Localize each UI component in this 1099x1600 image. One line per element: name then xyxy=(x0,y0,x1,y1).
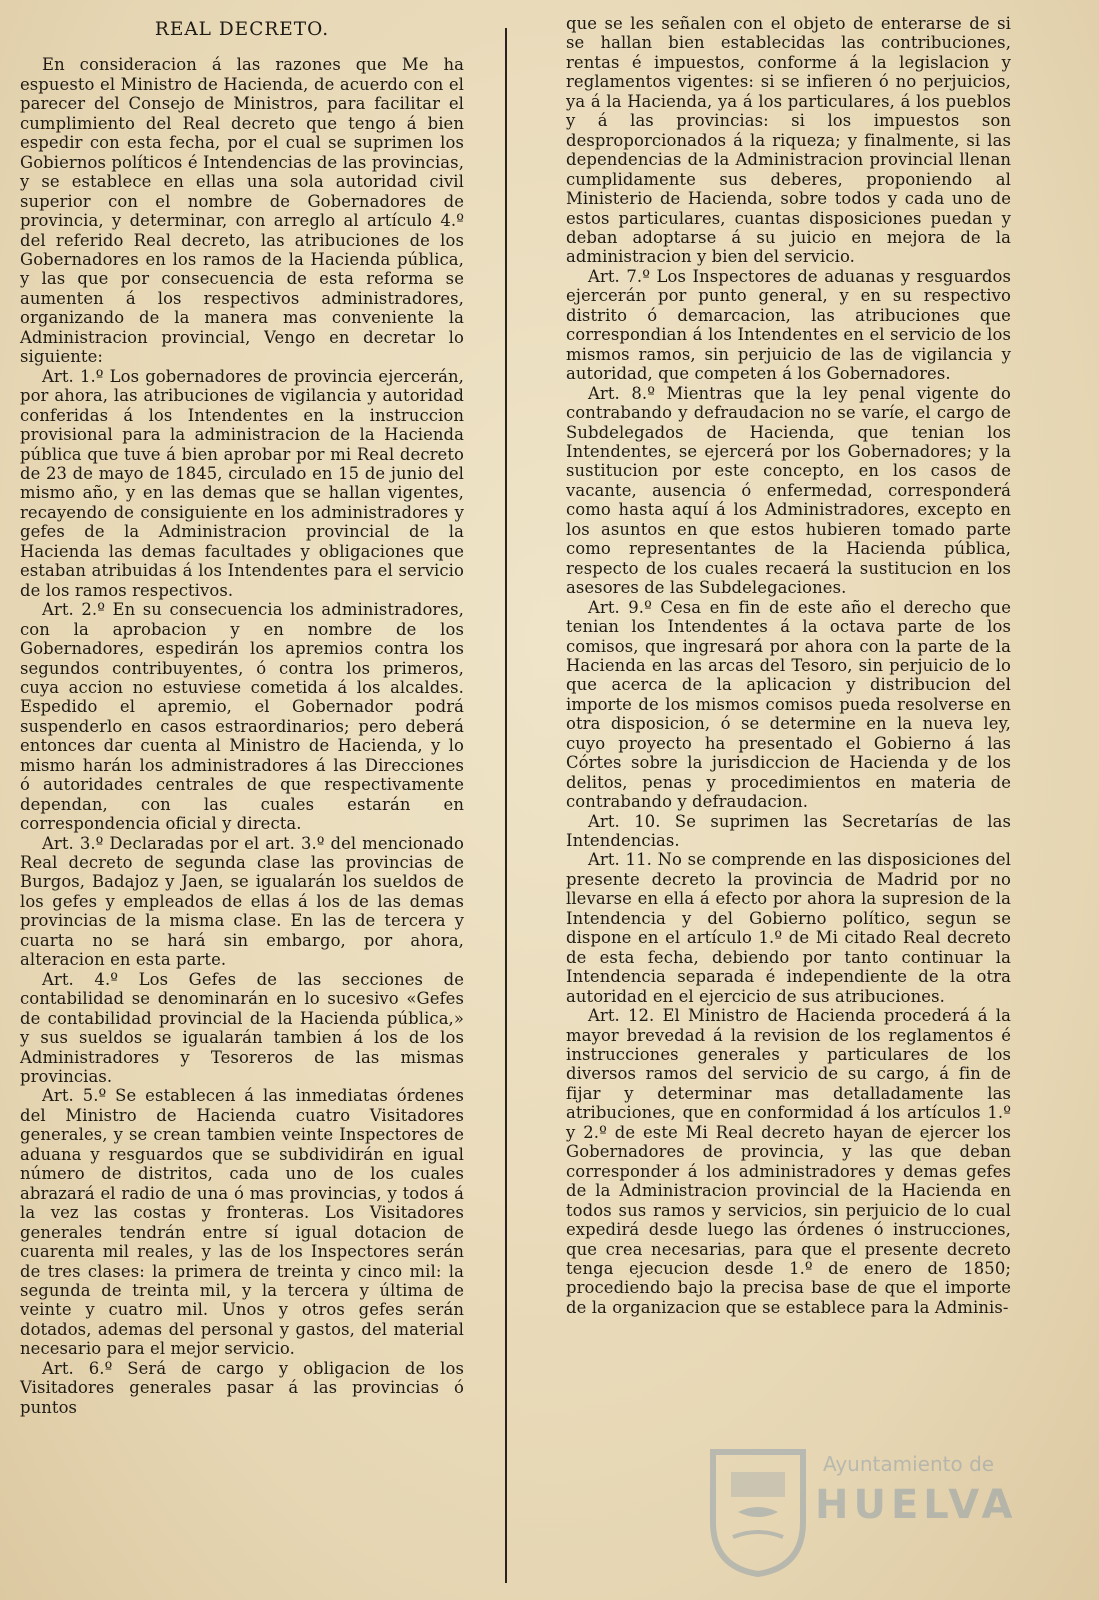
left-column xyxy=(20,14,464,1417)
paragraph: Art. 10. Se suprimen las Secretarías de las Intendencias. xyxy=(566,811,1011,851)
paragraph: que se les señalen con el objeto de enterarse de si se hallan bien establecidas las contribuciones, rentas é impuestos, conforme á la legislacion y reglamentos vigentes: si se infieren ó no perjuicios, ya á la Hacienda, ya á los particulares, á los pueblos y á las provincias: si los impuestos son desproporcionados á la riqueza; y finalmente, si las dependencias de la Administracion provincial llenan cumplidamente sus deberes, proponiendo al Ministerio de Hacienda, sobre todos y cada uno de estos particulares, cuantas disposiciones puedan y deban adoptarse á su juicio en mejora de la administracion y bien del servicio. xyxy=(566,14,1011,267)
column-divider xyxy=(505,28,507,1583)
paragraph: Art. 12. El Ministro de Hacienda procederá á la mayor brevedad á la revision de los reglamentos é instrucciones generales y particulares de los diversos ramos del servicio de su cargo, á fin de fijar y determinar mas detalladamente las atribuciones, que en conformidad á los artículos 1.º y 2.º de este Mi Real decreto hayan de ejercer los Gobernadores de provincia, y las que deban corresponder á los administradores y demas gefes de la Administracion provincial de la Hacienda en todos sus ramos y servicios, sin perjuicio de lo cual expedirá desde luego las órdenes ó instrucciones, que crea necesarias, para que el presente decreto tenga ejecucion desde 1.º de enero de 1850; procediendo bajo la precisa base de que el importe de la organizacion que se establece para la Adminis- xyxy=(566,1006,1011,1317)
watermark-line2: HUELVA xyxy=(815,1482,1018,1528)
paragraph: En consideracion á las razones que Me ha espuesto el Ministro de Hacienda, de acuerdo con el parecer del Consejo de Ministros, para facilitar el cumplimiento del Real decreto que tengo á bien espedir con esta fecha, por el cual se suprimen los Gobiernos políticos é Intendencias de las provincias, y se establece en ellas una sola autoridad civil superior con el nombre de Gobernadores de provincia, y determinar, con arreglo al artículo 4.º del referido Real decreto, las atribuciones de los Gobernadores en los ramos de la Hacienda pública, y las que por consecuencia de esta reforma se aumenten á los respectivos administradores, organizando de la manera mas conveniente la Administracion provincial, Vengo en decretar lo siguiente: xyxy=(20,55,464,367)
paragraph: Art. 9.º Cesa en fin de este año el derecho que tenian los Intendentes á la octava parte de los comisos, que ingresará por ahora con la parte de la Hacienda en las arcas del Tesoro, sin perjuicio de lo que acerca de la aplicacion y distribucion del importe de los mismos comisos pueda resolverse en otra disposicion, ó se determine en la nueva ley, cuyo proyecto ha presentado el Gobierno á las Córtes sobre la jurisdiccion de Hacienda y de los delitos, penas y procedimientos en materia de contrabando y defraudacion. xyxy=(566,597,1011,812)
watermark-line1: Ayuntamiento de xyxy=(823,1452,995,1476)
paragraph: Art. 11. No se comprende en las disposiciones del presente decreto la provincia de Madrid por no llevarse en ella á efecto por ahora la supresion de la Intendencia y del Gobierno político, segun se dispone en el artículo 1.º de Mi citado Real decreto de esta fecha, debiendo por tanto continuar la Intendencia separada é independiente de la otra autoridad en el ejercicio de sus atribuciones. xyxy=(566,850,1011,1006)
paragraph: Art. 1.º Los gobernadores de provincia ejercerán, por ahora, las atribuciones de vigilancia y autoridad conferidas á los Intendentes en la instruccion provisional para la administracion de la Hacienda pública que tuve á bien aprobar por mi Real decreto de 23 de mayo de 1845, circulado en 15 de junio del mismo año, y en las demas que se hallan vigentes, recayendo de consiguiente en los administradores y gefes de la Administracion provincial de la Hacienda las demas facultades y obligaciones que estaban atribuidas á los Intendentes para el servicio de los ramos respectivos. xyxy=(20,366,464,600)
paragraph: Art. 2.º En su consecuencia los administradores, con la aprobacion y en nombre de los Gobernadores, espedirán los apremios contra los segundos contribuyentes, ó contra los primeros, cuya accion no estuviese cometida á los alcaldes. Espedido el apremio, el Gobernador podrá suspenderlo en casos estraordinarios; pero deberá entonces dar cuenta al Ministro de Hacienda, y lo mismo harán los administradores á las Direcciones ó autoridades centrales de que respectivamente dependan, con las cuales estarán en correspondencia oficial y directa. xyxy=(20,600,464,834)
right-column xyxy=(566,14,1011,1317)
coat-of-arms-icon xyxy=(703,1442,813,1577)
paragraph: Art. 5.º Se establecen á las inmediatas órdenes del Ministro de Hacienda cuatro Visitadores generales, y se crean tambien veinte Inspectores de aduana y resguardos que se subdividirán en igual número de distritos, cada uno de los cuales abrazará el radio de una ó mas provincias, y todos á la vez las costas y fronteras. Los Visitadores generales tendrán entre sí igual dotacion de cuarenta mil reales, y las de los Inspectores serán de tres clases: la primera de treinta y cinco mil: la segunda de treinta mil, y la tercera y última de veinte y cuatro mil. Unos y otros gefes serán dotados, ademas del personal y gastos, del material necesario para el mejor servicio. xyxy=(20,1086,464,1359)
paragraph: Art. 8.º Mientras que la ley penal vigente do contrabando y defraudacion no se varíe, el cargo de Subdelegados de Hacienda, que tenian los Intendentes, se ejercerá por los Gobernadores; y la sustitucion por este concepto, en los casos de vacante, ausencia ó enfermedad, corresponderá como hasta aquí á los Administradores, excepto en los asuntos en que estos hubieren tomado parte como representantes de la Hacienda pública, respecto de los cuales recaerá la sustitucion en los asesores de las Subdelegaciones. xyxy=(566,383,1011,598)
watermark-logo xyxy=(703,1442,1033,1582)
decree-title: REAL DECRETO. xyxy=(154,19,330,40)
paragraph: Art. 7.º Los Inspectores de aduanas y resguardos ejercerán por punto general, y en su respectivo distrito ó demarcacion, las atribuciones que correspondian á los Intendentes en el servicio de los mismos ramos, sin perjuicio de las de vigilancia y autoridad, que competen á los Gobernadores. xyxy=(566,266,1011,384)
paragraph: Art. 4.º Los Gefes de las secciones de contabilidad se denominarán en lo sucesivo «Gefes de contabilidad provincial de la Hacienda pública,» y sus sueldos se igualarán tambien á los de los Administradores y Tesoreros de las mismas provincias. xyxy=(20,969,464,1087)
paragraph: Art. 3.º Declaradas por el art. 3.º del mencionado Real decreto de segunda clase las provincias de Burgos, Badajoz y Jaen, se igualarán los sueldos de los gefes y empleados de ellas á los de las demas provincias de la misma clase. En las de tercera y cuarta no se hará sin embargo, por ahora, alteracion en esta parte. xyxy=(20,833,464,970)
paragraph: Art. 6.º Será de cargo y obligacion de los Visitadores generales pasar á las provincias ó puntos xyxy=(20,1358,464,1417)
